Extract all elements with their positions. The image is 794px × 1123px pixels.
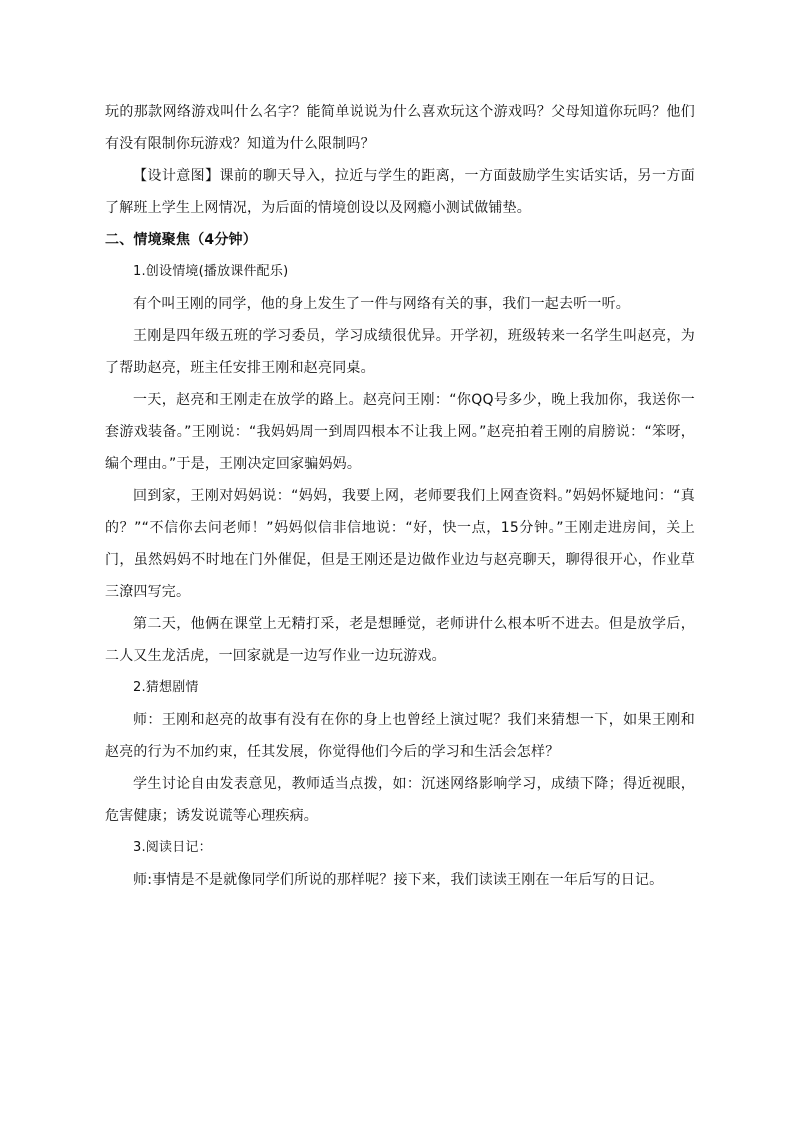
- paragraph-design-intent: 【设计意图】课前的聊天导入，拉近与学生的距离，一方面鼓励学生实话实话，另一方面了解班上学生上网情况，为后面的情境创设以及网瘾小测试做铺垫。: [105, 168, 695, 216]
- subheading-read-diary: 3.阅读日记：: [133, 840, 212, 855]
- subheading-guess-plot: 2.猜想剧情: [133, 680, 199, 695]
- paragraph-teacher-question: 师：王刚和赵亮的故事有没有在你的身上也曾经上演过呢？我们来猜想一下，如果王刚和赵亮的行为不加约束，任其发展，你觉得他们今后的学习和生活会怎样？: [105, 712, 695, 760]
- paragraph-wanggang-intro: 王刚是四年级五班的学习委员，学习成绩很优异。开学初，班级转来一名学生叫赵亮，为了帮助赵亮，班主任安排王刚和赵亮同桌。: [105, 328, 695, 376]
- subheading-create-scene: 1.创设情境(播放课件配乐): [133, 264, 289, 279]
- paragraph-at-home: 回到家，王刚对妈妈说：“妈妈，我要上网，老师要我们上网查资料。”妈妈怀疑地问：“真的？”“不信你去问老师！”妈妈似信非信地说：“好，快一点，15分钟。”王刚走进房间，关上门，虽然妈妈不时地在门外催促，但是王刚还是边做作业边与赵亮聊天，聊得很开心，作业草三潦四写完。: [105, 488, 695, 600]
- paragraph-continuation: 玩的那款网络游戏叫什么名字？能简单说说为什么喜欢玩这个游戏吗？父母知道你玩吗？他们有没有限制你玩游戏？知道为什么限制吗？: [105, 104, 695, 152]
- section-heading: 二、情境聚焦（4分钟）: [105, 232, 257, 248]
- paragraph-student-discussion: 学生讨论自由发表意见，教师适当点拨，如：沉迷网络影响学习，成绩下降；得近视眼，危害健康；诱发说谎等心理疾病。: [105, 776, 695, 824]
- paragraph-intro-story: 有个叫王刚的同学，他的身上发生了一件与网络有关的事，我们一起去听一听。: [133, 296, 630, 312]
- paragraph-after-school: 一天，赵亮和王刚走在放学的路上。赵亮问王刚：“你QQ号多少，晚上我加你，我送你一套游戏装备。”王刚说：“我妈妈周一到周四根本不让我上网。”赵亮拍着王刚的肩膀说：“笨呀，编个理由。”于是，王刚决定回家骗妈妈。: [105, 392, 695, 472]
- paragraph-teacher-diary: 师:事情是不是就像同学们所说的那样呢？接下来，我们读读王刚在一年后写的日记。: [133, 872, 664, 888]
- paragraph-next-day: 第二天，他俩在课堂上无精打采，老是想睡觉，老师讲什么根本听不进去。但是放学后，二人又生龙活虎，一回家就是一边写作业一边玩游戏。: [105, 616, 695, 664]
- document-body: [105, 96, 695, 896]
